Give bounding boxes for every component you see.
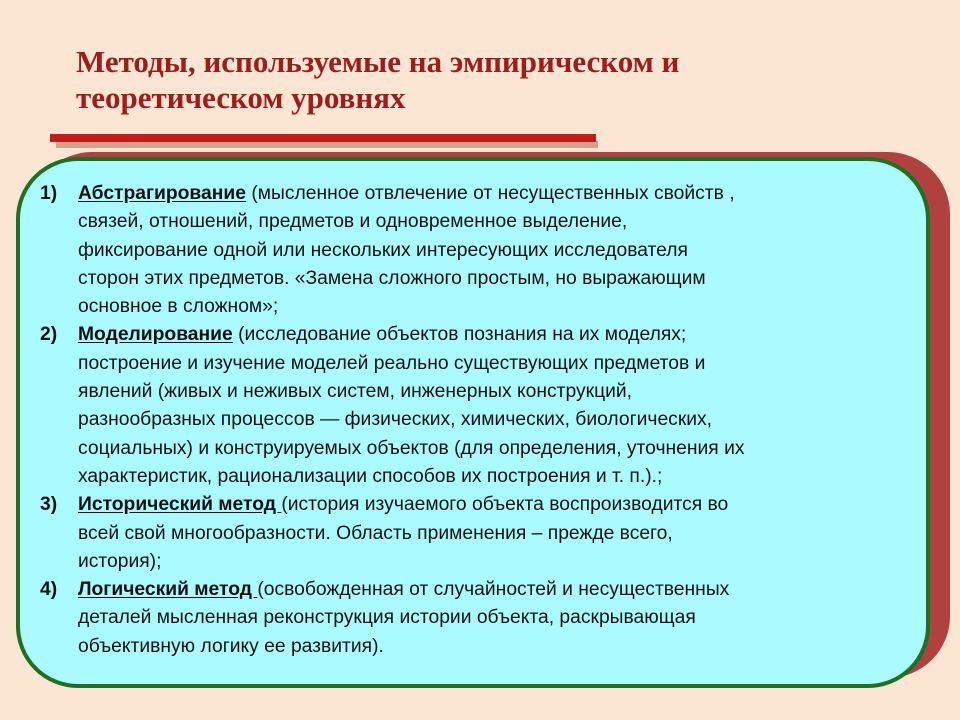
method-description: (исследование объектов познания на их моделях; построение и изучение моделей реально существующих предметов и явлений (живых и неживых систем, инженерных конструкций, разнообразных процессов — физических, химических, биологических, социальных) и конструируемых объектов (для определения, уточнения их характеристик, рационализации способов их построения и т. п.).;	[78, 324, 745, 487]
item-number: 4)	[40, 579, 58, 601]
slide-title-line-1: Методы, используемые на эмпирическом и	[76, 44, 680, 79]
slide-title-line-2: теоретическом уровнях	[76, 80, 406, 115]
item-number: 3)	[40, 494, 58, 516]
method-description: (мысленное отвлечение от несущественных свойств , связей, отношений, предметов и одновременное выделение, фиксирование одной или нескольких интересующих исследователя сторон этих предметов. «Замена сложного простым, но выражающим основное в сложном»;	[78, 183, 735, 318]
item-text	[78, 180, 920, 321]
method-item-historical	[40, 491, 920, 576]
method-term: Исторический метод	[78, 494, 282, 516]
method-item-modeling	[40, 321, 920, 491]
method-term: Абстрагирование	[78, 183, 246, 204]
item-text	[78, 321, 920, 491]
title-underline	[50, 134, 596, 142]
item-number: 2)	[40, 324, 58, 346]
method-term: Моделирование	[78, 324, 233, 346]
method-item-logical	[40, 576, 920, 661]
item-text	[78, 491, 920, 576]
item-text	[78, 576, 920, 661]
slide-title	[76, 44, 896, 116]
method-description: (освобожденная от случайностей и несущественных деталей мысленная реконструкция истории объекта, раскрывающая объективную логику ее развития).	[78, 579, 730, 657]
methods-list	[40, 180, 920, 661]
method-term: Логический метод	[78, 579, 258, 601]
method-description: (история изучаемого объекта воспроизводится во всей свой многообразности. Область применения – прежде всего, история);	[78, 494, 729, 572]
method-item-abstraction	[40, 180, 920, 321]
title-underline-shadow	[56, 141, 598, 148]
item-number: 1)	[40, 183, 58, 204]
